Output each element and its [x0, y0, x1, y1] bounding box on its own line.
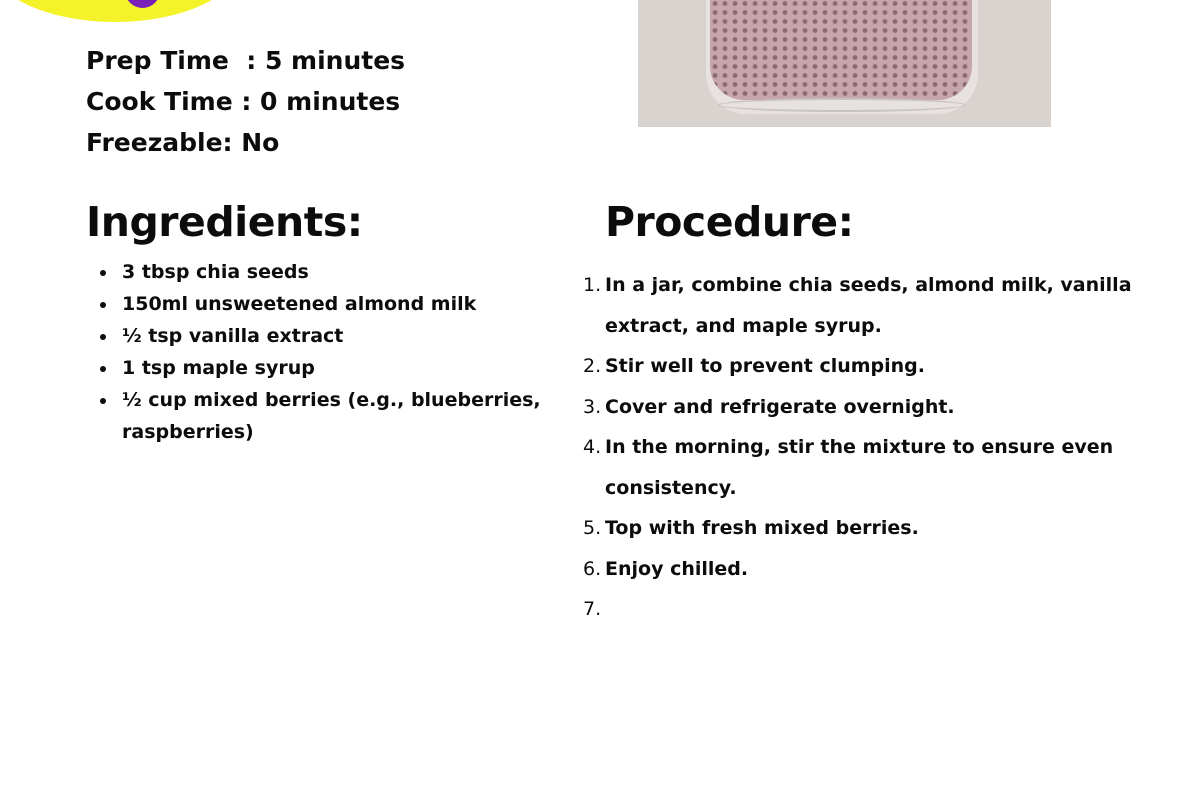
step-text: Enjoy chilled.	[605, 557, 749, 580]
freezable: Freezable: No	[86, 128, 280, 157]
ingredients-list	[122, 256, 542, 448]
pudding-shape	[710, 0, 972, 100]
decorative-yellow-shape	[0, 0, 240, 22]
ingredient-item: 1 tsp maple syrup	[122, 352, 542, 384]
ingredient-item: ½ cup mixed berries (e.g., blueberries, raspberries)	[122, 384, 542, 448]
ingredient-item: 3 tbsp chia seeds	[122, 256, 542, 288]
procedure-step	[583, 265, 1145, 346]
ingredient-item: ½ tsp vanilla extract	[122, 320, 542, 352]
step-text: Cover and refrigerate overnight.	[605, 395, 955, 418]
procedure-step	[583, 427, 1145, 508]
chia-pudding-photo	[638, 0, 1051, 127]
jar-rim	[718, 98, 966, 112]
step-number: 4.	[583, 436, 602, 458]
step-text: Top with fresh mixed berries.	[605, 517, 919, 539]
step-number: 6.	[583, 557, 602, 580]
procedure-heading: Procedure:	[605, 198, 854, 246]
step-text: In the morning, stir the mixture to ensure even consistency.	[605, 436, 1114, 499]
procedure-steps	[583, 265, 1145, 620]
prep-time: Prep Time : 5 minutes	[86, 46, 406, 75]
step-number: 3.	[583, 395, 602, 418]
ingredients-heading: Ingredients:	[86, 198, 363, 246]
step-text: In a jar, combine chia seeds, almond milk, vanilla extract, and maple syrup.	[605, 274, 1132, 337]
step-number: 5.	[583, 517, 602, 539]
step-number: 7.	[583, 598, 602, 620]
recipe-meta	[86, 40, 405, 163]
step-number: 1.	[583, 274, 602, 296]
procedure-step	[583, 549, 1145, 590]
step-text: Stir well to prevent clumping.	[605, 355, 926, 377]
procedure-step	[583, 508, 1145, 549]
ingredient-item: 150ml unsweetened almond milk	[122, 288, 542, 320]
procedure-step	[583, 387, 1145, 428]
procedure-step	[583, 346, 1145, 387]
step-number: 2.	[583, 355, 602, 377]
cook-time: Cook Time : 0 minutes	[86, 87, 401, 116]
